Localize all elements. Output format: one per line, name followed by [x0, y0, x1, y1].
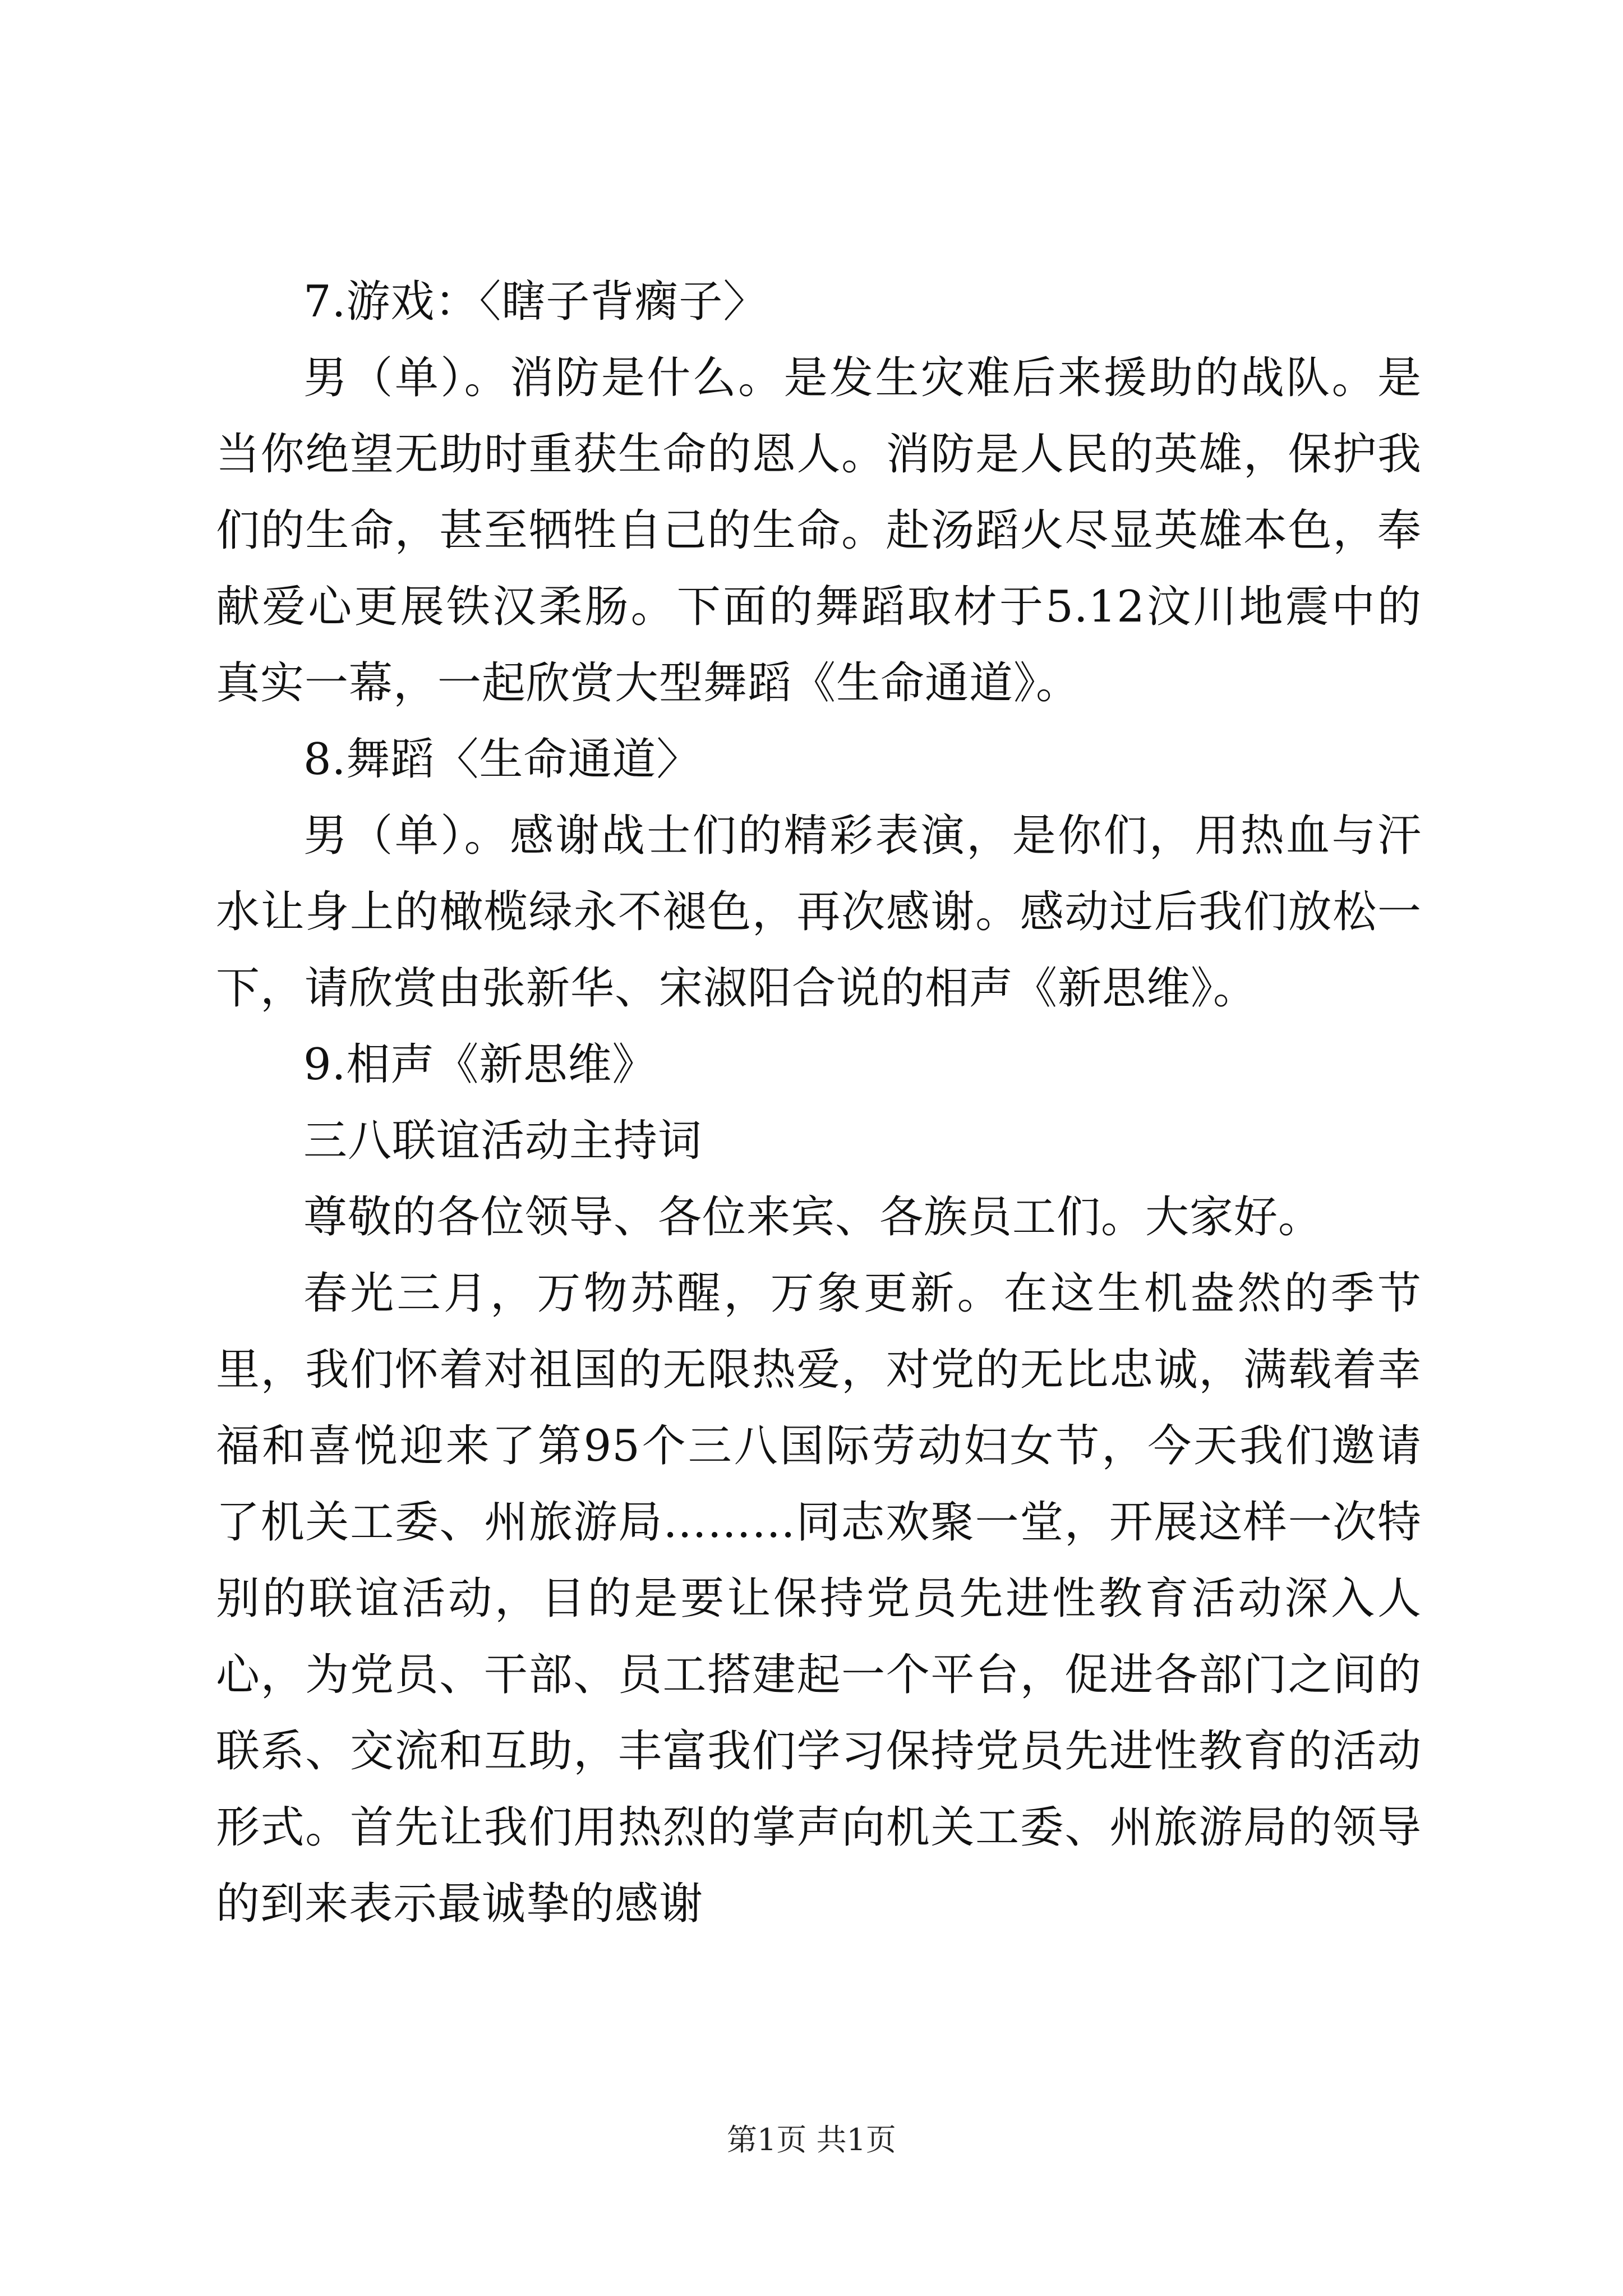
host-line-paragraph: 男（单）。消防是什么。是发生灾难后来援助的战队。是当你绝望无助时重获生命的恩人。消防是人民的英雄，保护我们的生命，甚至牺牲自己的生命。赴汤蹈火尽显英雄本色，奉献爱心更展铁汉柔肠。下面的舞蹈取材于5.12汶川地震中的真实一幕，一起欣赏大型舞蹈《生命通道》。 [216, 353, 1422, 708]
opening-paragraph: 春光三月，万物苏醒，万象更新。在这生机盎然的季节里，我们怀着对祖国的无限热爱，对党的无比忠诚，满载着幸福和喜悦迎来了第95个三八国际劳动妇女节，今天我们邀请了机关工委、州旅游局………同志欢聚一堂，开展这样一次特别的联谊活动，目的是要让保持党员先进性教育活动深入人心，为党员、干部、员工搭建起一个平台，促进各部门之间的联系、交流和互助，丰富我们学习保持党员先进性教育的活动形式。首先让我们用热烈的掌声向机关工委、州旅游局的领导的到来表示最诚挚的感谢 [216, 1268, 1422, 1929]
item-8-heading: 8.舞蹈〈生命通道〉 [303, 734, 701, 785]
item-7-heading: 7.游戏：〈瞎子背瘸子〉 [303, 277, 768, 327]
document-body [216, 264, 1422, 1942]
section-title: 三八联谊活动主持词 [303, 1116, 703, 1166]
item-9-heading: 9.相声《新思维》 [303, 1039, 657, 1090]
host-line-paragraph: 男（单）。感谢战士们的精彩表演，是你们，用热血与汗水让身上的橄榄绿永不褪色，再次感谢。感动过后我们放松一下，请欣赏由张新华、宋淑阳合说的相声《新思维》。 [216, 811, 1422, 1014]
page-number-footer: 第1页 共1页 [727, 2122, 896, 2157]
greeting-paragraph: 尊敬的各位领导、各位来宾、各族员工们。大家好。 [303, 1192, 1323, 1243]
